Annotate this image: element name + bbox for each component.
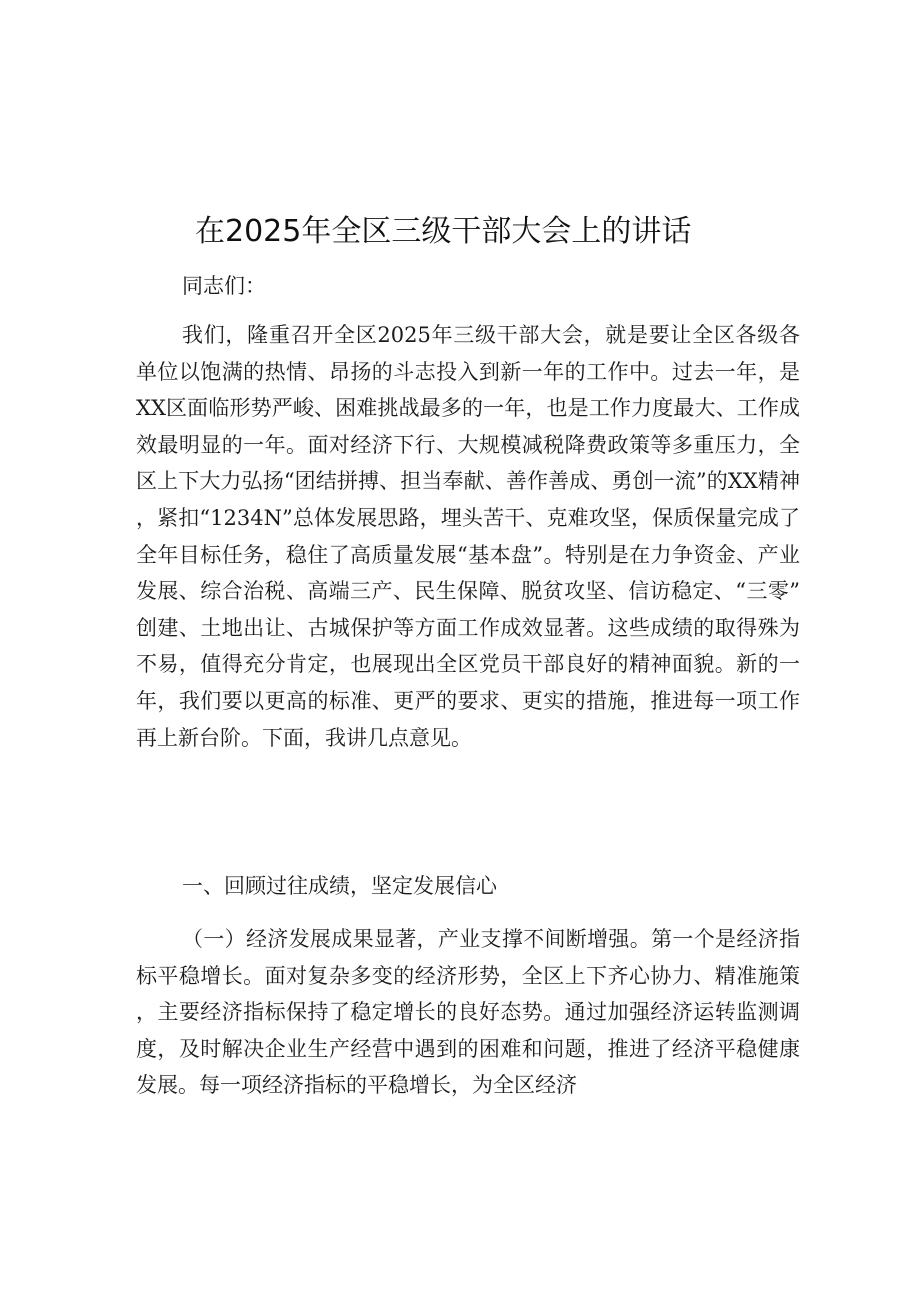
salutation: 同志们：	[182, 274, 266, 298]
intro-paragraph: 我们，隆重召开全区2025年三级干部大会，就是要让全区各级各单位以饱满的热情、昂扬的斗志投入到新一年的工作中。过去一年，是XX区面临形势严峻、困难挑战最多的一年，也是工作力度最大、工作成效最明显的一年。面对经济下行、大规模减税降费政策等多重压力，全区上下大力弘扬“团结拼搏、担当奉献、善作善成、勇创一流”的XX精神，紧扣“1234N”总体发展思路，埋头苦干、克难攻坚，保质保量完成了全年目标任务，稳住了高质量发展“基本盘”。特别是在力争资金、产业发展、综合治税、高端三产、民生保障、脱贫攻坚、信访稳定、“三零”创建、土地出让、古城保护等方面工作成效显著。这些成绩的取得殊为不易，值得充分肯定，也展现出全区党员干部良好的精神面貌。新的一年，我们要以更高的标准、更严的要求、更实的措施，推进每一项工作再上新台阶。下面，我讲几点意见。	[136, 323, 800, 750]
subsection-paragraph: （一）经济发展成果显著，产业支撑不间断增强。第一个是经济指标平稳增长。面对复杂多变的经济形势，全区上下齐心协力、精准施策，主要经济指标保持了稳定增长的良好态势。通过加强经济运转监测调度，及时解决企业生产经营中遇到的困难和问题，推进了经济平稳健康发展。每一项经济指标的平稳增长，为全区经济	[136, 927, 800, 1098]
section-heading: 一、回顾过往成绩，坚定发展信心	[182, 874, 497, 898]
document-title: 在2025年全区三级干部大会上的讲话	[195, 214, 692, 249]
